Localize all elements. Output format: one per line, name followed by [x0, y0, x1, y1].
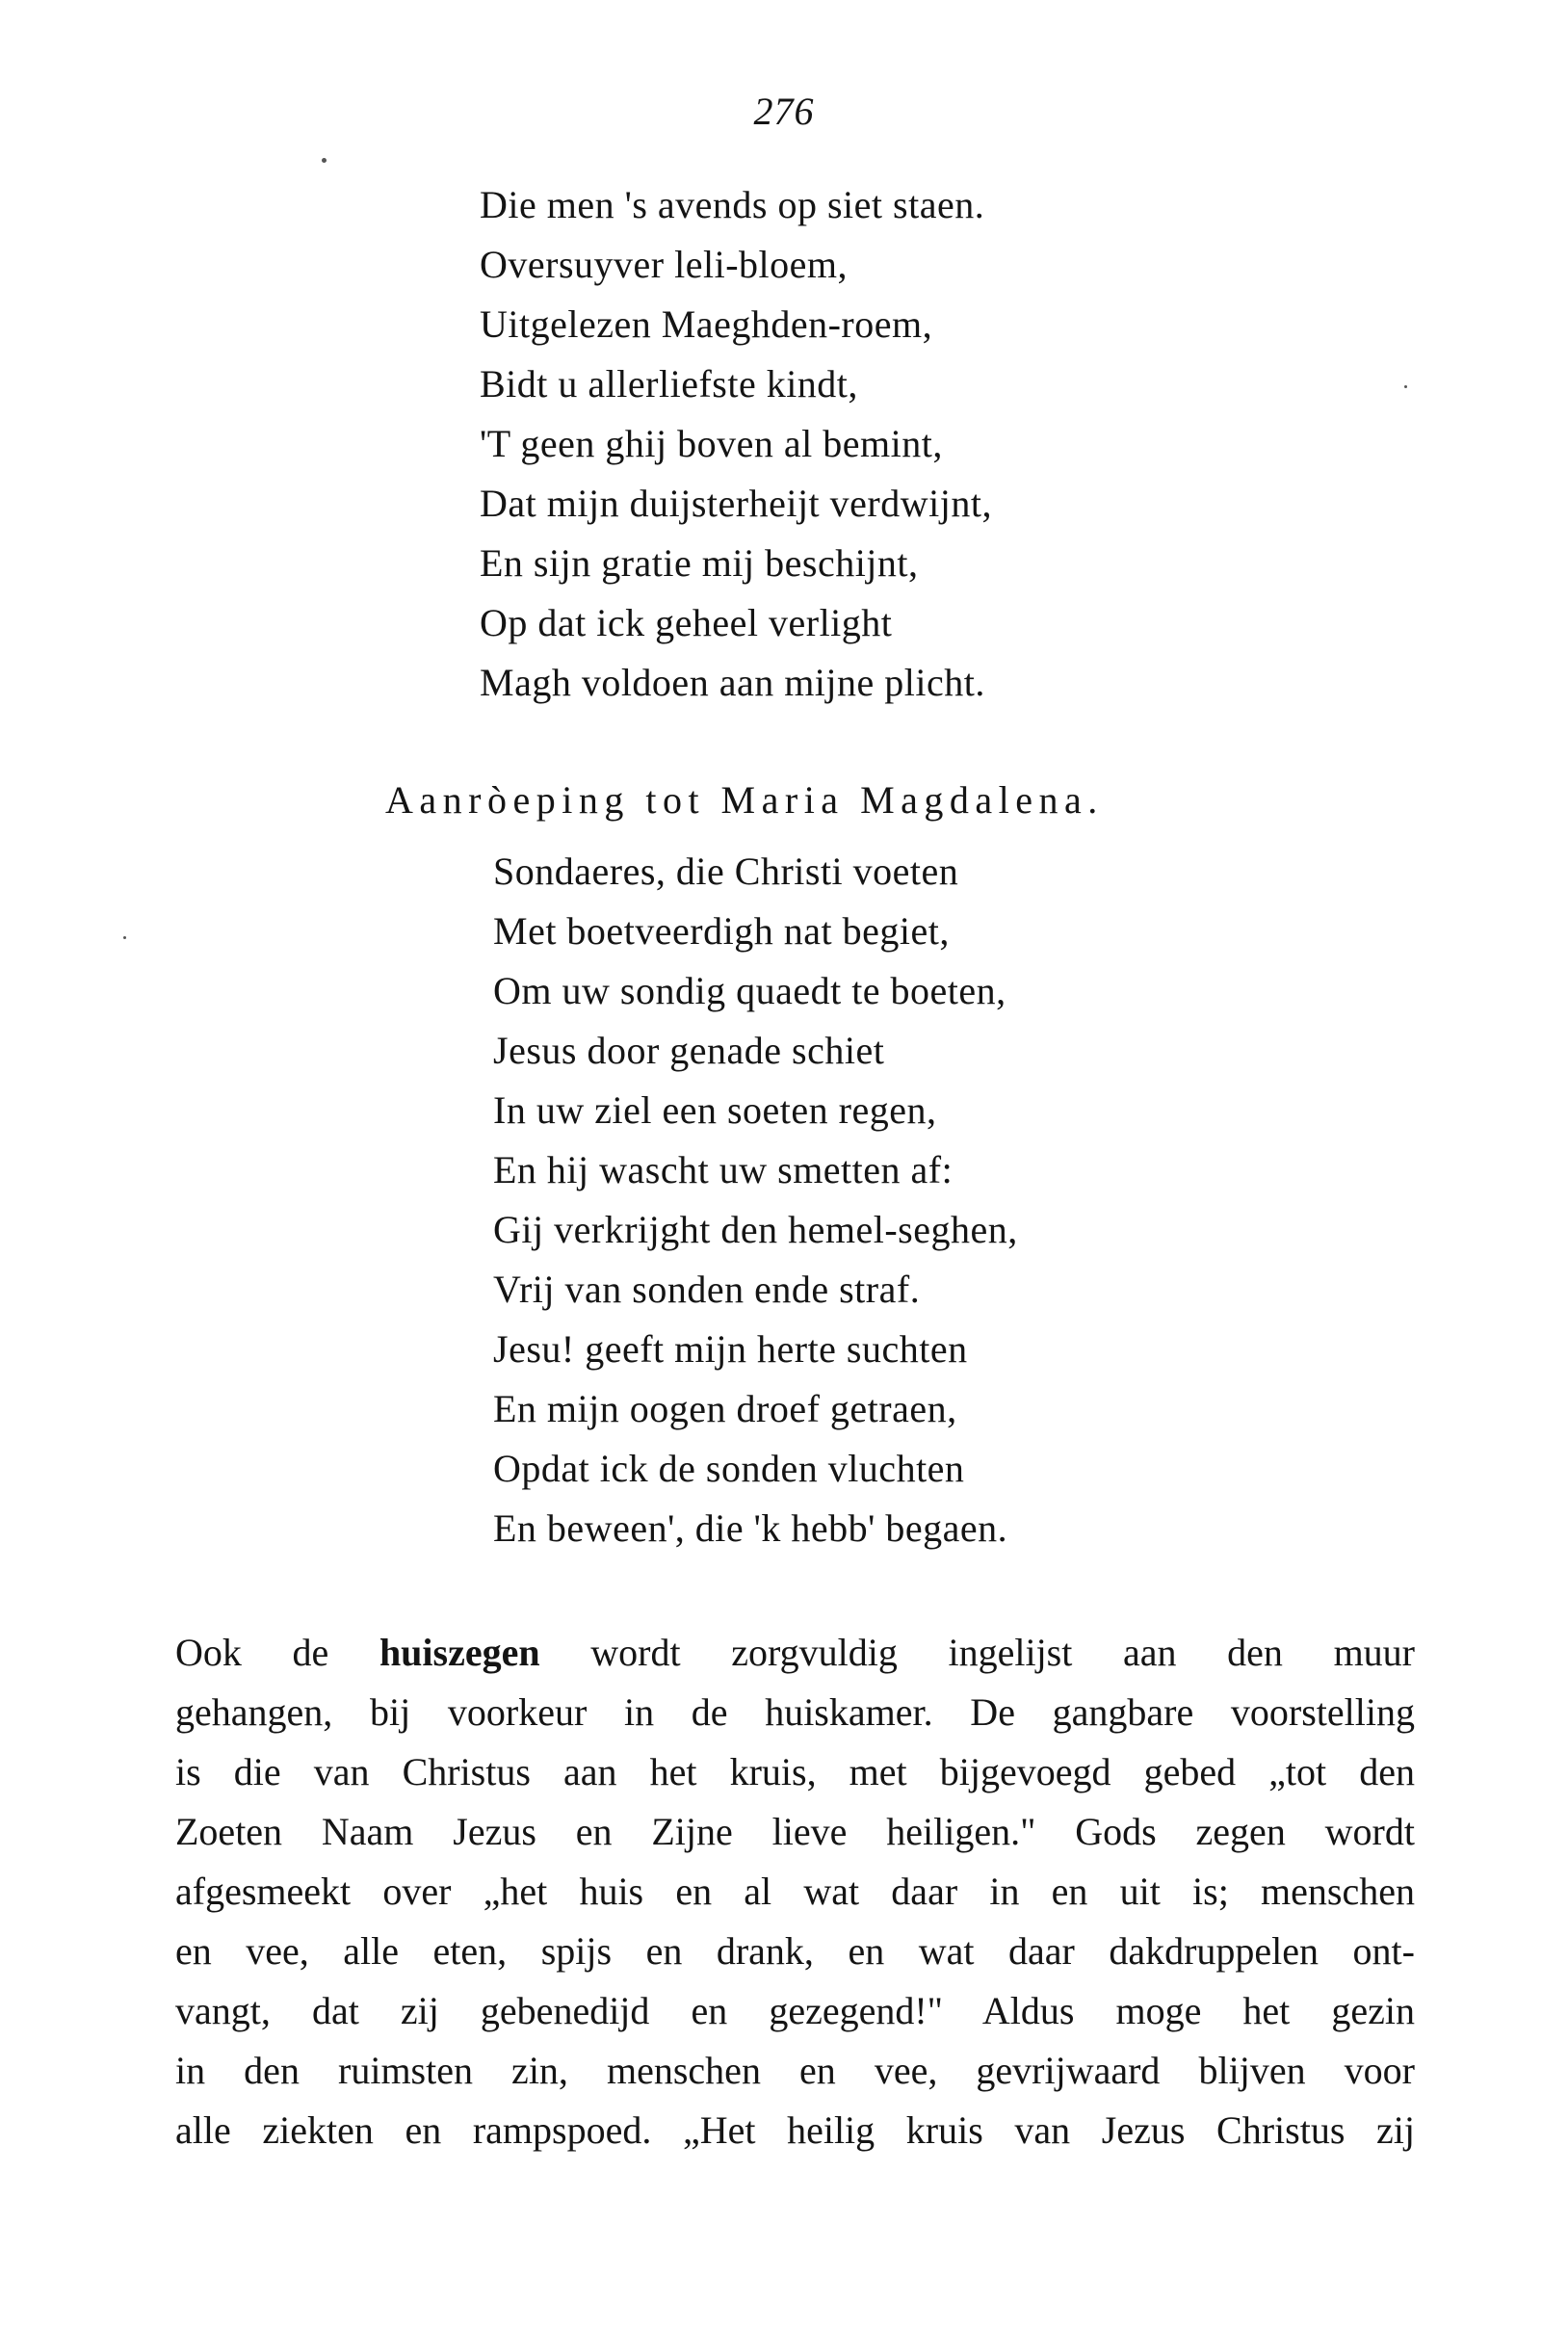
prose-line: Zoeten Naam Jezus en Zijne lieve heiligen." Gods zegen wordt: [175, 1810, 1415, 1853]
verse-line: Uitgelezen Maeghden-roem,: [480, 302, 933, 346]
prose-line: afgesmeekt over „het huis en al wat daar in en uit is; menschen: [175, 1870, 1415, 1913]
verse-line: Jesu! geeft mijn herte suchten: [493, 1327, 968, 1371]
verse-line: Jesus door genade schiet: [493, 1029, 885, 1072]
verse-line: Op dat ick geheel verlight: [480, 601, 893, 644]
page-speck: [123, 936, 126, 939]
prose-line: vangt, dat zij gebenedijd en gezegend!" Aldus moge het gezin: [175, 1989, 1415, 2032]
verse-line: Gij verkrijght den hemel-seghen,: [493, 1208, 1018, 1251]
prose-line: is die van Christus aan het kruis, met bijgevoegd gebed „tot den: [175, 1750, 1415, 1793]
verse-line: Opdat ick de sonden vluchten: [493, 1447, 965, 1490]
prose-line: alle ziekten en rampspoed. „Het heilig kruis van Jezus Christus zij: [175, 2108, 1415, 2152]
prose-text: Ook de: [175, 1631, 379, 1674]
section-heading: Aanròeping tot Maria Magdalena.: [385, 778, 1104, 822]
prose-line: in den ruimsten zin, menschen en vee, gevrijwaard blijven voor: [175, 2049, 1415, 2092]
verse-line: In uw ziel een soeten regen,: [493, 1088, 937, 1132]
verse-line: Magh voldoen aan mijne plicht.: [480, 661, 985, 704]
verse-line: En mijn oogen droef getraen,: [493, 1387, 957, 1430]
page-number: 276: [753, 90, 815, 133]
verse-line: En beween', die 'k hebb' begaen.: [493, 1506, 1008, 1550]
bold-term: huiszegen: [379, 1631, 540, 1674]
verse-line: 'T geen ghij boven al bemint,: [480, 422, 943, 465]
verse-line: Oversuyver leli-bloem,: [480, 243, 848, 286]
page-speck: [1404, 385, 1407, 388]
verse-line: En hij wascht uw smetten af:: [493, 1148, 954, 1191]
verse-line: Sondaeres, die Christi voeten: [493, 850, 959, 893]
verse-line: Om uw sondig quaedt te boeten,: [493, 969, 1006, 1012]
page-speck: [322, 158, 327, 163]
prose-line: en vee, alle eten, spijs en drank, en wat daar dakdruppelen ont-: [175, 1929, 1415, 1973]
verse-line: Vrij van sonden ende straf.: [493, 1268, 921, 1311]
verse-line: Bidt u allerliefste kindt,: [480, 362, 858, 406]
prose-line: gehangen, bij voorkeur in de huiskamer. De gangbare voorstelling: [175, 1690, 1415, 1734]
poem-stanza-1: [480, 175, 992, 713]
prose-text: wordt zorgvuldig ingelijst aan den muur: [539, 1631, 1415, 1674]
verse-line: Die men 's avends op siet staen.: [480, 183, 985, 226]
verse-line: Met boetveerdigh nat begiet,: [493, 909, 950, 953]
prose-line: [175, 1623, 1415, 1683]
verse-line: En sijn gratie mij beschijnt,: [480, 541, 919, 585]
verse-line: Dat mijn duijsterheijt verdwijnt,: [480, 482, 992, 525]
poem-stanza-2: [493, 842, 1018, 1558]
prose-paragraph: [175, 1623, 1415, 2160]
